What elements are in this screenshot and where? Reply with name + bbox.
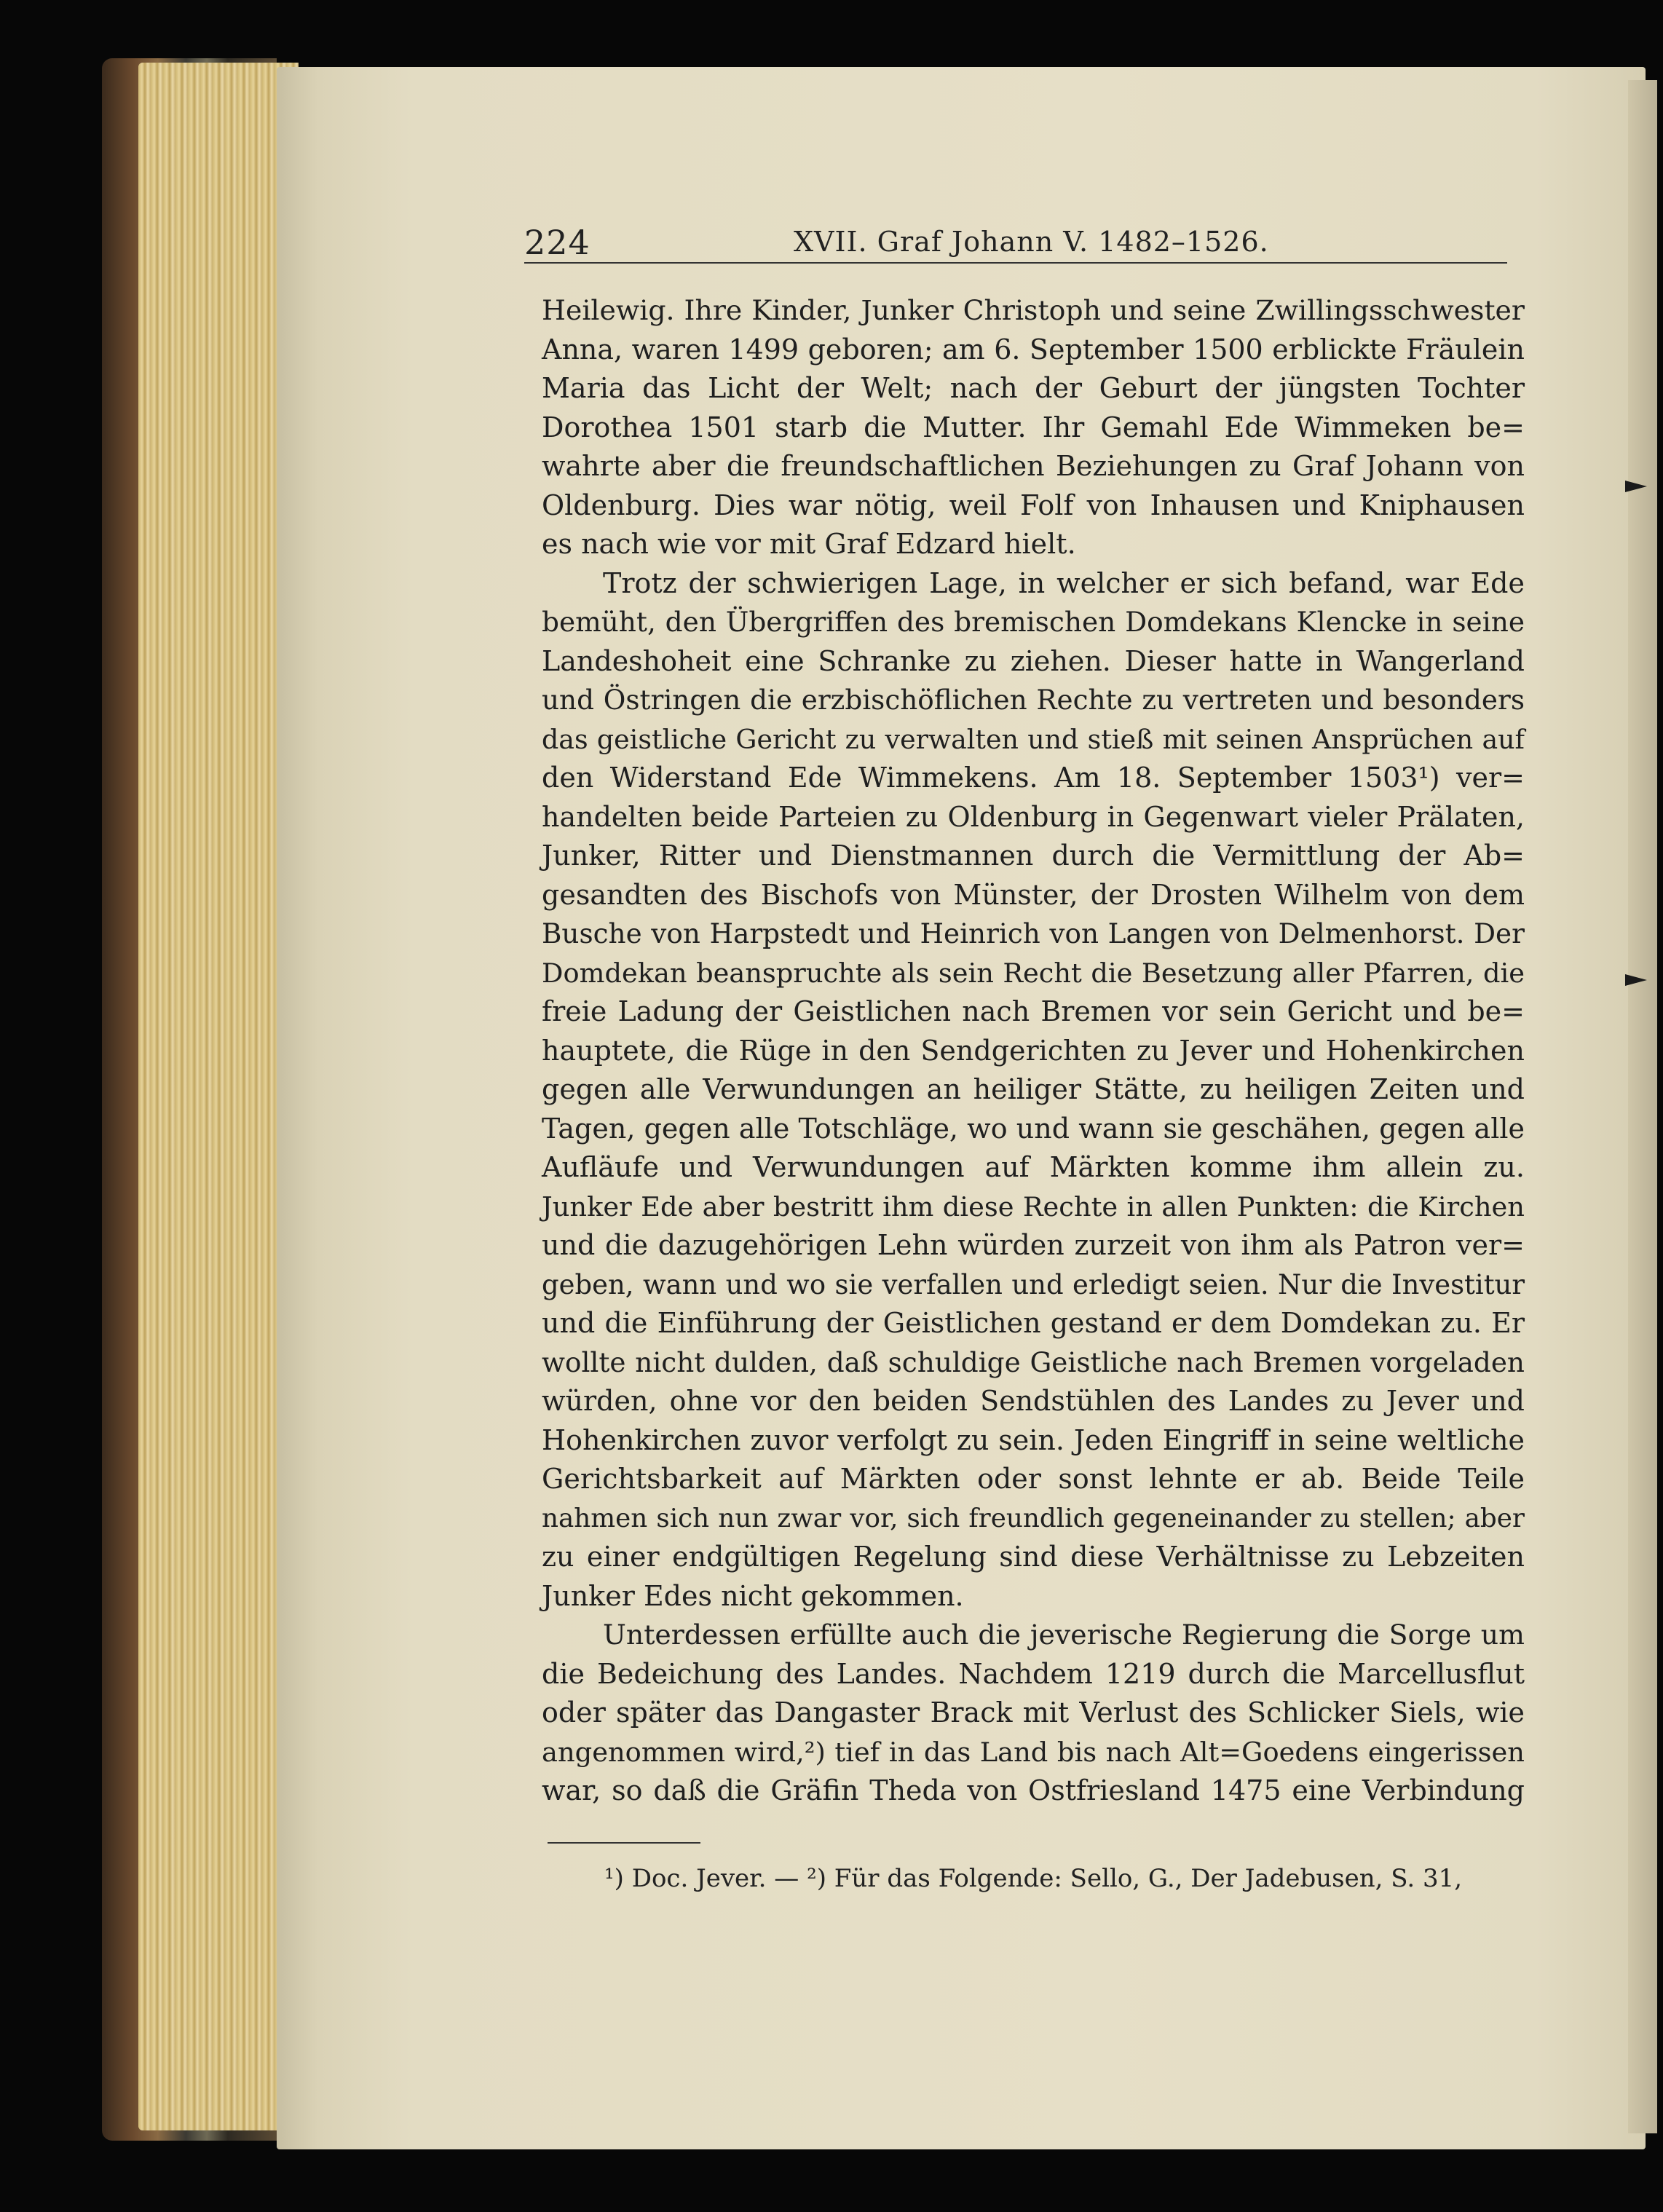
- text-line: Unterdessen erfüllte auch die jeverische Regierung die Sorge um: [603, 1619, 1525, 1651]
- text-line: zu einer endgültigen Regelung sind diese Verhältnisse zu Lebzeiten: [542, 1541, 1525, 1573]
- text-line: Anna, waren 1499 geboren; am 6. September 1500 erblickte Fräulein: [542, 333, 1525, 366]
- text-line: hauptete, die Rüge in den Sendgerichten zu Jever und Hohenkirchen: [542, 1034, 1525, 1067]
- text-line: Tagen, gegen alle Totschläge, wo und wann sie geschähen, gegen alle: [542, 1112, 1525, 1145]
- text-line: Gerichtsbarkeit auf Märkten oder sonst lehnte er ab. Beide Teile: [542, 1463, 1525, 1495]
- text-line: Maria das Licht der Welt; nach der Geburt der jüngsten Tochter: [542, 372, 1525, 404]
- page-number: 224: [524, 223, 590, 262]
- text-line: das geistliche Gericht zu verwalten und stieß mit seinen Ansprüchen auf: [542, 723, 1525, 755]
- footnote: ¹) Doc. Jever. — ²) Für das Folgende: Sello, G., Der Jadebusen, S. 31,: [604, 1864, 1463, 1893]
- text-line: Aufläufe und Verwundungen auf Märkten komme ihm allein zu.: [542, 1151, 1525, 1183]
- text-line: nahmen sich nun zwar vor, sich freundlich gegeneinander zu stellen; aber: [542, 1503, 1525, 1533]
- text-line: geben, wann und wo sie verfallen und erledigt seien. Nur die Investitur: [542, 1268, 1525, 1300]
- text-line: handelten beide Parteien zu Oldenburg in Gegenwart vieler Prälaten,: [542, 800, 1525, 833]
- text-line: würden, ohne vor den beiden Sendstühlen des Landes zu Jever und: [542, 1385, 1525, 1417]
- text-line: Dorothea 1501 starb die Mutter. Ihr Gemahl Ede Wimmeken be=: [542, 411, 1525, 443]
- text-line: und die Einführung der Geistlichen gestand er dem Domdekan zu. Er: [542, 1307, 1525, 1339]
- text-line: war, so daß die Gräfin Theda von Ostfriesland 1475 eine Verbindung: [542, 1774, 1525, 1806]
- page-edges: [138, 63, 299, 2130]
- text-line: Landeshoheit eine Schranke zu ziehen. Dieser hatte in Wangerland: [542, 644, 1525, 677]
- page-right-edge: [1628, 80, 1657, 2133]
- text-line: Junker Edes nicht gekommen.: [542, 1579, 964, 1612]
- text-line: oder später das Dangaster Brack mit Verlust des Schlicker Siels, wie: [542, 1696, 1525, 1729]
- text-line: Trotz der schwierigen Lage, in welcher er sich befand, war Ede: [603, 566, 1525, 599]
- text-line: und die dazugehörigen Lehn würden zurzeit von ihm als Patron ver=: [542, 1229, 1525, 1261]
- text-line: Hohenkirchen zuvor verfolgt zu sein. Jeden Eingriff in seine weltliche: [542, 1423, 1525, 1456]
- page-header: [524, 218, 1507, 264]
- text-line: es nach wie vor mit Graf Edzard hielt.: [542, 528, 1076, 560]
- body-text: [542, 291, 1525, 1811]
- text-line: Oldenburg. Dies war nötig, weil Folf von Inhausen und Kniphausen: [542, 489, 1525, 521]
- text-line: Domdekan beanspruchte als sein Recht die Besetzung aller Pfarren, die: [542, 957, 1525, 989]
- text-line: Junker Ede aber bestritt ihm diese Rechte in allen Punkten: die Kirchen: [542, 1190, 1525, 1222]
- text-line: Busche von Harpstedt und Heinrich von Langen von Delmenhorst. Der: [542, 917, 1525, 949]
- text-line: den Widerstand Ede Wimmekens. Am 18. September 1503¹) ver=: [542, 762, 1525, 794]
- text-line: angenommen wird,²) tief in das Land bis nach Alt=Goedens eingerissen: [542, 1736, 1525, 1768]
- running-title: XVII. Graf Johann V. 1482–1526.: [794, 226, 1269, 258]
- text-line: freie Ladung der Geistlichen nach Bremen vor sein Gericht und be=: [542, 995, 1525, 1027]
- text-line: und Östringen die erzbischöflichen Rechte zu vertreten und besonders: [542, 684, 1525, 716]
- text-line: gesandten des Bischofs von Münster, der Drosten Wilhelm von dem: [542, 878, 1525, 911]
- text-line: wollte nicht dulden, daß schuldige Geistliche nach Bremen vorgeladen: [542, 1346, 1525, 1378]
- text-line: Junker, Ritter und Dienstmannen durch die Vermittlung der Ab=: [542, 840, 1525, 872]
- text-line: die Bedeichung des Landes. Nachdem 1219 durch die Marcellusflut: [542, 1657, 1525, 1690]
- footnote-rule: [548, 1842, 700, 1844]
- text-line: gegen alle Verwundungen an heiliger Stätte, zu heiligen Zeiten und: [542, 1073, 1525, 1105]
- text-line: Heilewig. Ihre Kinder, Junker Christoph und seine Zwillingsschwester: [542, 294, 1525, 326]
- text-line: wahrte aber die freundschaftlichen Beziehungen zu Graf Johann von: [542, 450, 1525, 482]
- text-line: bemüht, den Übergriffen des bremischen Domdekans Klencke in seine: [542, 606, 1525, 638]
